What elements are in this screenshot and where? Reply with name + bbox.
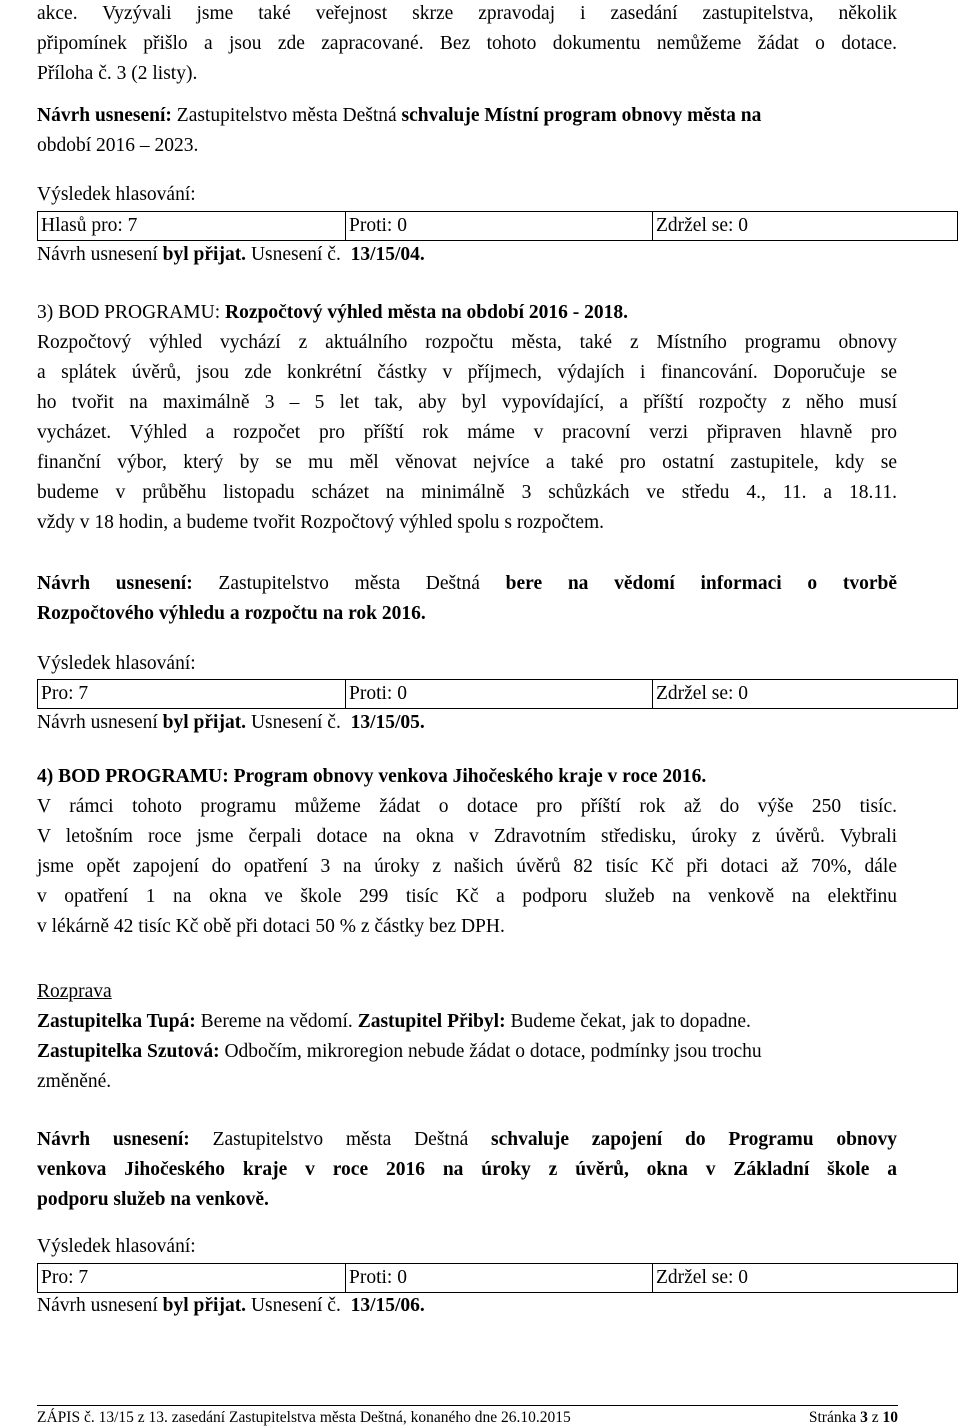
vote-result-heading <box>37 180 897 210</box>
debate-line: změněné. <box>37 1071 112 1092</box>
vote-outcome <box>37 240 897 270</box>
votes-abstain: Zdržel se: 0 <box>652 212 957 240</box>
agenda-item-title: 3) BOD PROGRAMU: Rozpočtový výhled města na období 2016 - 2018. <box>37 302 629 323</box>
proposal-line: období 2016 – 2023. <box>37 135 199 156</box>
speaker-name: Zastupitelka Szutová: <box>37 1041 220 1062</box>
agenda-item-title: 4) BOD PROGRAMU: Program obnovy venkova Jihočeského kraje v roce 2016. <box>37 766 707 787</box>
outcome-prefix: Návrh usnesení <box>37 244 158 265</box>
text-line: v opatření 1 na okna ve škole 299 tisíc Kč a podporu služeb na venkově na elektřinu <box>37 886 897 907</box>
text-line: V letošním roce jsme čerpali dotace na okna v Zdravotním středisku, úroky z úvěrů. Vybrali <box>37 826 897 847</box>
proposal-line: Návrh usnesení: Zastupitelstvo města Deštná schvaluje zapojení do Programu obnovy <box>37 1129 898 1150</box>
proposal-line: podporu služeb na venkově. <box>37 1189 269 1210</box>
vote-outcome: Návrh usnesení byl přijat. Usnesení č. 13/15/06. <box>37 1295 425 1316</box>
agenda-item-3 <box>37 298 897 538</box>
footer-title: ZÁPIS č. 13/15 z 13. zasedání Zastupitelstva města Deštná, konaného dne 26.10.2015 <box>37 1409 571 1426</box>
resolution-proposal-2 <box>37 569 897 629</box>
page-number: Stránka 3 z 10 <box>808 1409 898 1426</box>
debate-heading: Rozprava <box>37 981 112 1002</box>
proposal-line: venkova Jihočeského kraje v roce 2016 na úroky z úvěrů, okna v Základní škole a <box>37 1159 897 1180</box>
text-line: jsme opět zapojení do opatření 3 na úroky z našich úvěrů 82 tisíc Kč při dotaci až 70%, dále <box>37 856 897 877</box>
vote-result-heading <box>37 1232 897 1262</box>
vote-table <box>37 679 958 709</box>
speaker-name: Zastupitel Přibyl: <box>357 1011 506 1032</box>
text-line: V rámci tohoto programu můžeme žádat o dotace pro příští rok až do výše 250 tisíc. <box>37 796 897 817</box>
votes-against: Proti: 0 <box>345 212 652 240</box>
resolution-label: Usnesení č. <box>250 244 341 265</box>
text-line: a splátek úvěrů, jsou zde konkrétní částky v příjmech, výdajích i financování. Doporučuje se <box>37 362 897 383</box>
vote-heading: Výsledek hlasování: <box>37 184 196 205</box>
debate-line: Zastupitelka Tupá: Bereme na vědomí. Zastupitel Přibyl: Budeme čekat, jak to dopadne. <box>37 1011 751 1032</box>
text-line: Příloha č. 3 (2 listy). <box>37 63 198 84</box>
vote-table <box>37 1263 958 1293</box>
vote-result-heading <box>37 649 897 679</box>
text-line: Rozpočtový výhled vychází z aktuálního rozpočtu města, také z Místního programu obnovy <box>37 332 897 353</box>
vote-table <box>37 211 958 241</box>
votes-against: Proti: 0 <box>345 680 652 708</box>
agenda-item-4 <box>37 762 897 942</box>
proposal-text: Zastupitelstvo města Deštná <box>176 105 397 126</box>
text-line: připomínek přišlo a jsou zde zapracované. Bez tohoto dokumentu nemůžeme žádat o dotace. <box>37 33 897 54</box>
text-line: budeme v průběhu listopadu scházet na minimálně 3 schůzkách ve středu 4., 11. a 18.11. <box>37 482 897 503</box>
debate-section <box>37 977 897 1097</box>
resolution-number: 13/15/05. <box>350 712 425 733</box>
proposal-bold-text: schvaluje Místní program obnovy města na <box>401 105 762 126</box>
resolution-proposal-1 <box>37 101 897 161</box>
proposal-line: Rozpočtového výhledu a rozpočtu na rok 2016. <box>37 603 426 624</box>
votes-for: Pro: 7 <box>41 683 89 704</box>
text-line: ho tvořit na maximálně 3 – 5 let tak, aby byl vypovídající, a příští rozpočty z něho musí <box>37 392 897 413</box>
vote-outcome: Návrh usnesení byl přijat. Usnesení č. 13/15/05. <box>37 712 425 733</box>
text-line: vždy v 18 hodin, a budeme tvořit Rozpočtový výhled spolu s rozpočtem. <box>37 512 605 533</box>
vote-heading: Výsledek hlasování: <box>37 653 196 674</box>
proposal-line: Návrh usnesení: Zastupitelstvo města Deštná bere na vědomí informaci o tvorbě <box>37 573 897 594</box>
votes-abstain: Zdržel se: 0 <box>652 680 957 708</box>
resolution-number: 13/15/04. <box>350 244 425 265</box>
outcome-status: byl přijat. <box>162 244 247 265</box>
resolution-proposal-3 <box>37 1125 897 1215</box>
proposal-label: Návrh usnesení: <box>37 105 172 126</box>
text-line: v lékárně 42 tisíc Kč obě při dotaci 50 % z částky bez DPH. <box>37 916 505 937</box>
text-line: vycházet. Výhled a rozpočet pro příští rok máme v pracovní verzi připraven hlavně pro <box>37 422 897 443</box>
votes-abstain: Zdržel se: 0 <box>652 1264 957 1292</box>
intro-paragraph <box>37 0 897 89</box>
resolution-number: 13/15/06. <box>350 1295 425 1316</box>
proposal-line <box>37 101 897 131</box>
votes-for: Hlasů pro: 7 <box>41 215 138 236</box>
text-line: akce. Vyzývali jsme také veřejnost skrze zpravodaj i zasedání zastupitelstva, několik <box>37 3 897 24</box>
votes-against: Proti: 0 <box>345 1264 652 1292</box>
votes-for: Pro: 7 <box>41 1267 89 1288</box>
speaker-name: Zastupitelka Tupá: <box>37 1011 196 1032</box>
debate-line: Zastupitelka Szutová: Odbočím, mikroregion nebude žádat o dotace, podmínky jsou trochu <box>37 1041 762 1062</box>
page-footer <box>37 1405 898 1426</box>
vote-heading: Výsledek hlasování: <box>37 1236 196 1257</box>
text-line: finanční výbor, který by se mu měl věnovat nejvíce a také pro ostatní zastupitele, kdy se <box>37 452 897 473</box>
